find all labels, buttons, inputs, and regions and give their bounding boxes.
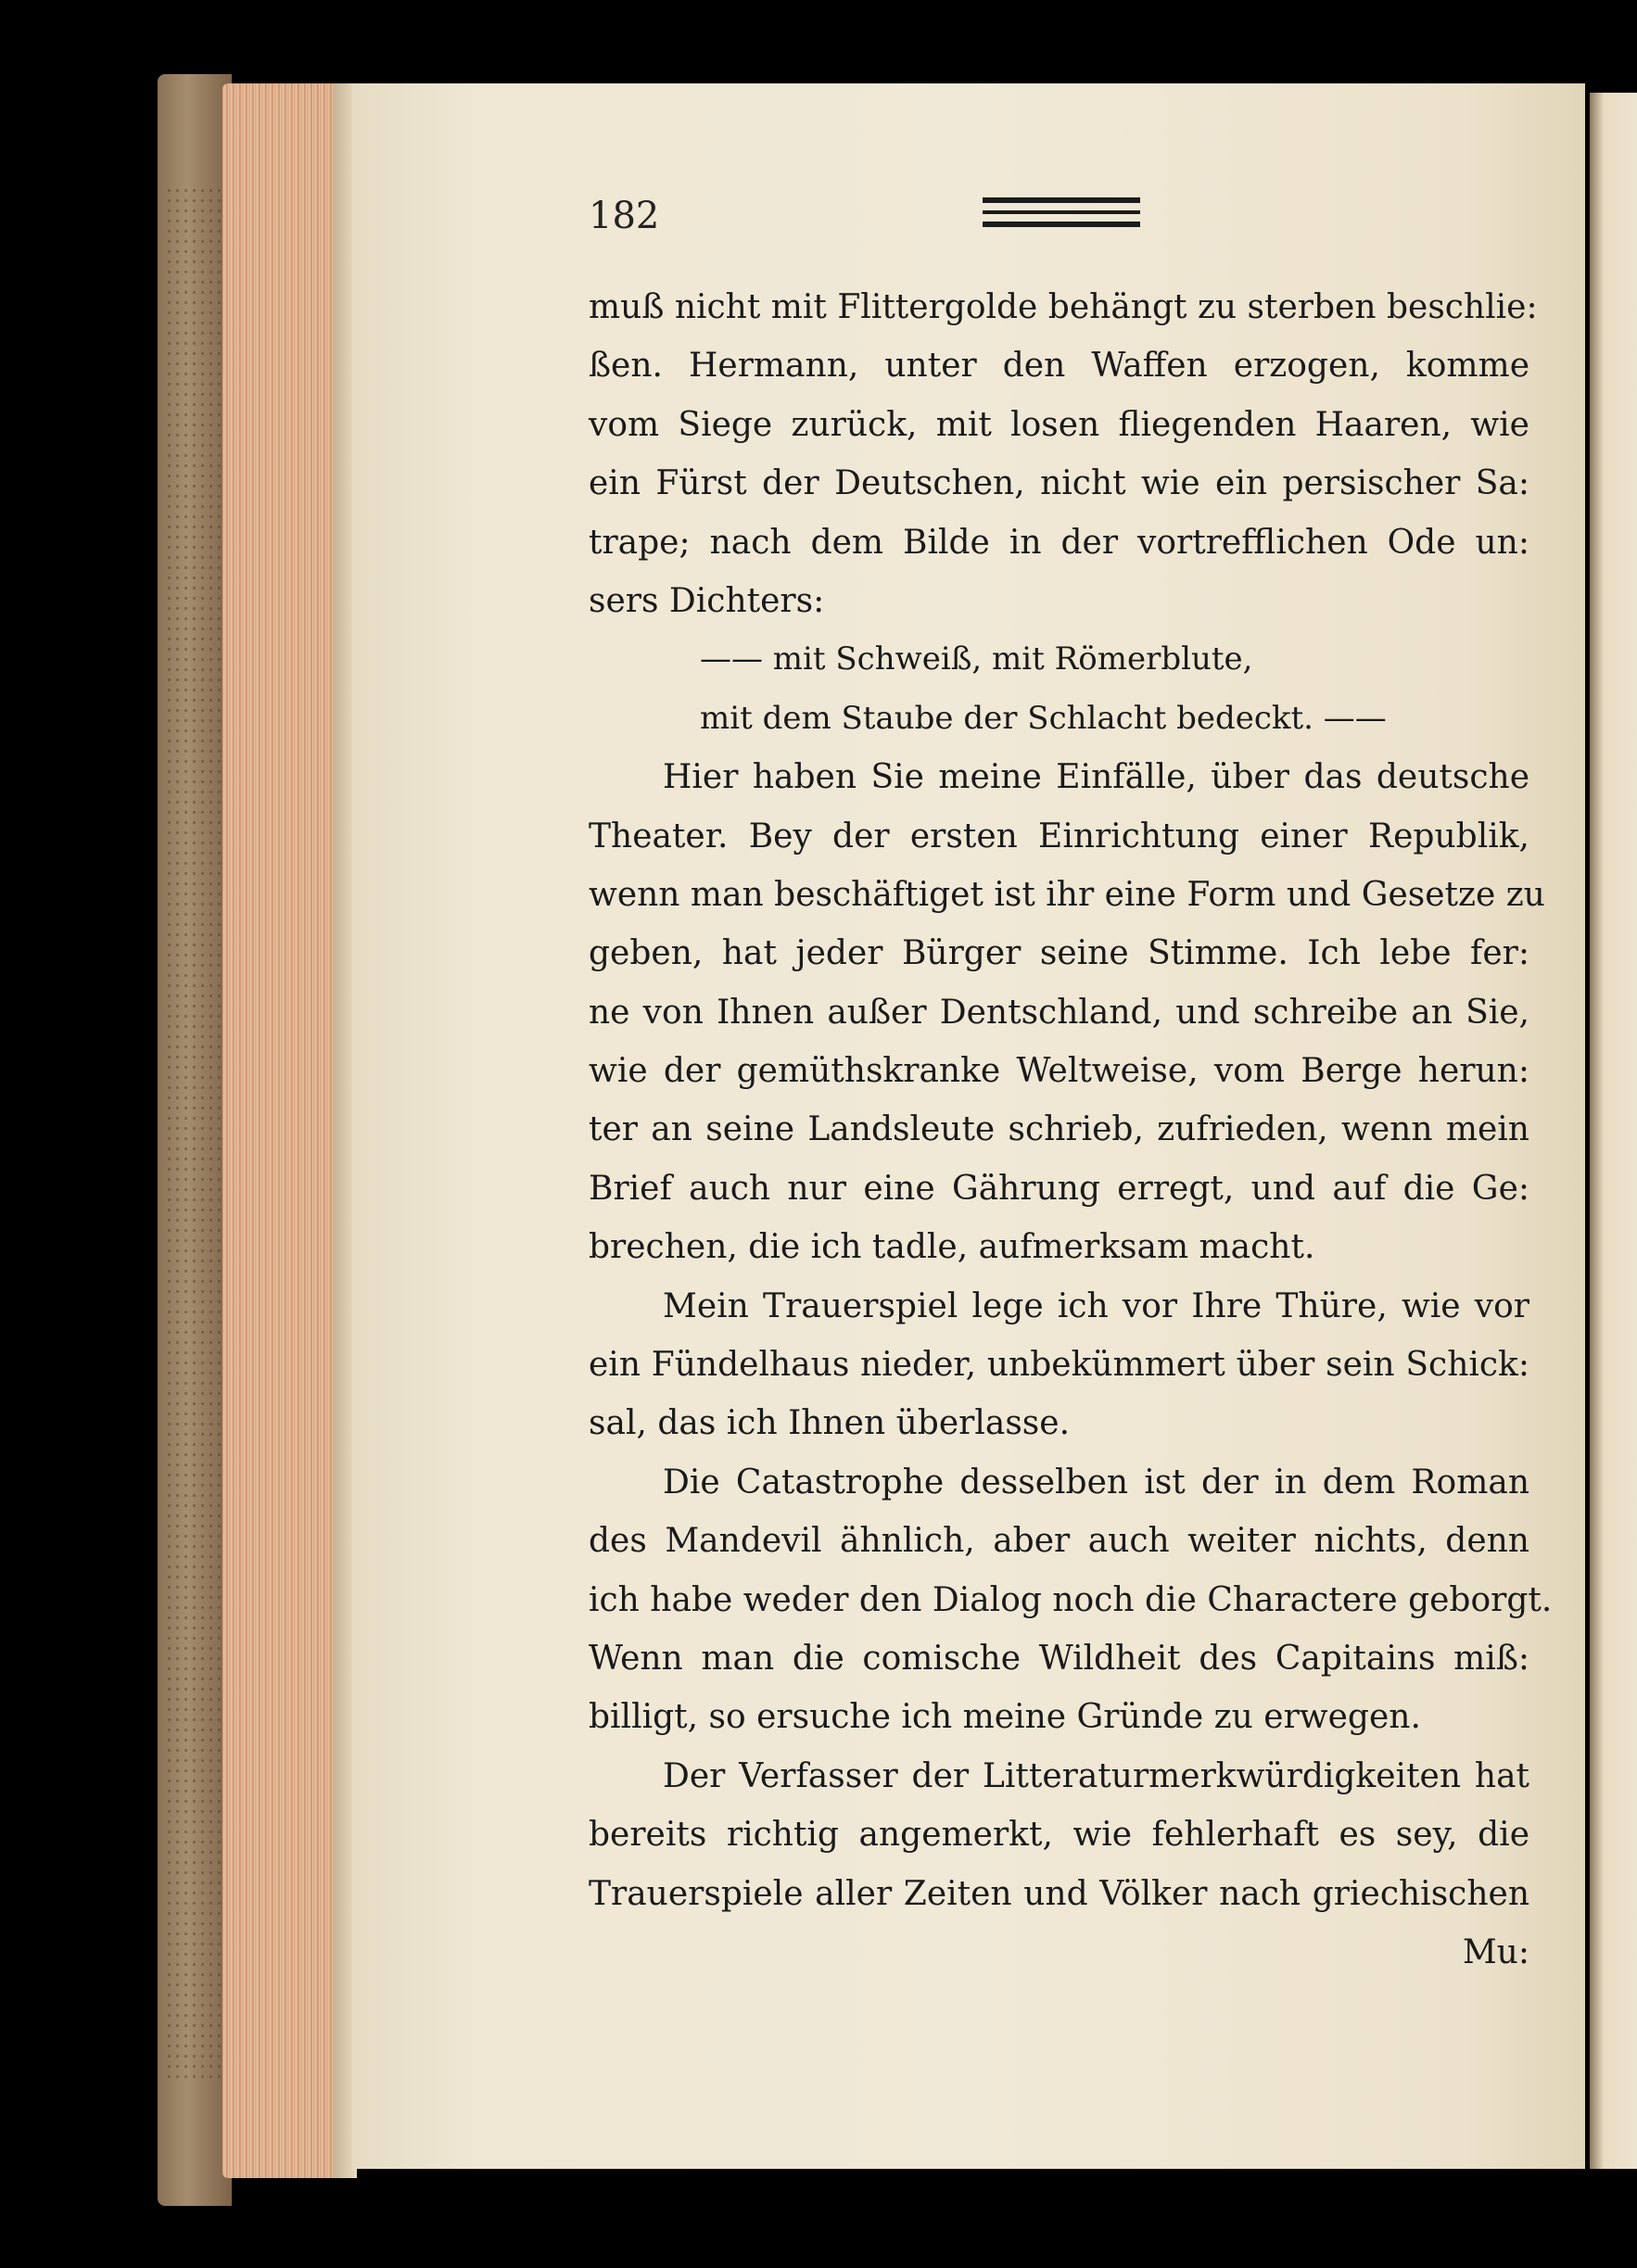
page-edges bbox=[222, 83, 343, 2178]
text-line: Der Verfasser der Litteraturmerkwürdigkeiten hat bbox=[663, 1756, 1529, 1795]
text-line: Die Catastrophe desselben ist der in dem Roman bbox=[663, 1463, 1529, 1501]
text-line: ich habe weder den Dialog noch die Charactere geborgt. bbox=[589, 1580, 1553, 1619]
text-line: ter an seine Landsleute schrieb, zufrieden, wenn mein bbox=[589, 1110, 1529, 1149]
page-number: 182 bbox=[589, 195, 660, 237]
header-rule bbox=[983, 197, 1140, 234]
text-line: billigt, so ersuche ich meine Gründe zu erwegen. bbox=[589, 1698, 1421, 1737]
text-line: trape; nach dem Bilde in der vortrefflichen Ode un: bbox=[589, 523, 1529, 562]
text-line: ne von Ihnen außer Dentschland, und schreibe an Sie, bbox=[589, 993, 1529, 1032]
text-line: wenn man beschäftiget ist ihr eine Form und Gesetze zu bbox=[589, 875, 1545, 914]
cover-texture bbox=[165, 185, 221, 2085]
text-line: geben, hat jeder Bürger seine Stimme. Ich lebe fer: bbox=[589, 934, 1529, 973]
catchword: Mu: bbox=[1462, 1932, 1529, 1971]
text-line: Theater. Bey der ersten Einrichtung einer Republik, bbox=[589, 817, 1529, 855]
text-line: Wenn man die comische Wildheit des Capitains miß: bbox=[589, 1639, 1529, 1678]
text-line: muß nicht mit Flittergolde behängt zu sterben beschlie: bbox=[589, 288, 1538, 326]
text-line: bereits richtig angemerkt, wie fehlerhaft es sey, die bbox=[589, 1816, 1529, 1855]
text-line: ßen. Hermann, unter den Waffen erzogen, komme bbox=[589, 347, 1529, 386]
text-line: Trauerspiele aller Zeiten und Völker nach griechischen bbox=[589, 1874, 1529, 1913]
text-line: ein Fürst der Deutschen, nicht wie ein persischer Sa: bbox=[589, 464, 1529, 503]
page-text bbox=[589, 278, 1553, 1982]
text-line: sers Dichters: bbox=[589, 581, 825, 620]
text-line: sal, das ich Ihnen überlasse. bbox=[589, 1404, 1071, 1443]
text-line: vom Siege zurück, mit losen fliegenden Haaren, wie bbox=[589, 405, 1529, 444]
text-line: Hier haben Sie meine Einfälle, über das deutsche bbox=[663, 758, 1529, 797]
text-line: Brief auch nur eine Gährung erregt, und auf die Ge: bbox=[589, 1169, 1529, 1208]
quote-line: mit dem Staube der Schlacht bedeckt. —— bbox=[700, 699, 1387, 737]
text-line: Mein Trauerspiel lege ich vor Ihre Thüre, wie vor bbox=[663, 1286, 1529, 1325]
text-line: ein Fündelhaus nieder, unbekümmert über sein Schick: bbox=[589, 1346, 1529, 1385]
text-line: des Mandevil ähnlich, aber auch weiter nichts, denn bbox=[589, 1522, 1529, 1561]
text-line: brechen, die ich tadle, aufmerksam macht. bbox=[589, 1228, 1315, 1267]
facing-page-edge bbox=[1590, 93, 1637, 2169]
text-line: wie der gemüthskranke Weltweise, vom Berge herun: bbox=[589, 1052, 1529, 1091]
quote-line: —— mit Schweiß, mit Römerblute, bbox=[700, 640, 1253, 678]
